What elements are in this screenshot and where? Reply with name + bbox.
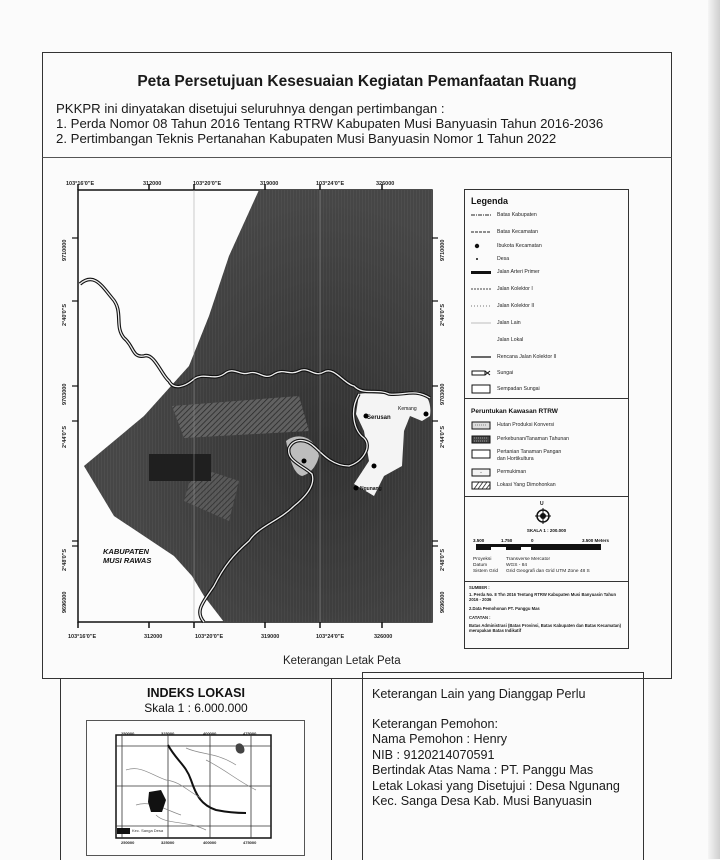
sumber-item: 1. Perda No. 8 Thn 2016 Tentang RTRW Kabupaten Musi Banyuasin Tahun 2016 - 2036 xyxy=(469,592,617,603)
index-top-tick: 400000 xyxy=(203,731,217,736)
region-label-line1: KABUPATEN xyxy=(103,547,149,556)
catatan-title: CATATAN : xyxy=(469,614,491,620)
scale-tick: 0 xyxy=(531,538,534,543)
legend-label: Batas Kecamatan xyxy=(497,229,538,235)
empty-box-icon xyxy=(471,385,491,393)
applicant-name: Nama Pemohon : Henry xyxy=(372,732,508,746)
approved-location-line2: Kec. Sanga Desa Kab. Musi Banyuasin xyxy=(372,794,592,808)
solid-line-icon xyxy=(471,353,491,361)
bottom-tick-label: 103°24'0"E xyxy=(316,634,345,640)
river-icon xyxy=(471,369,491,377)
zoning-item xyxy=(471,421,554,429)
sumber-title: SUMBER : xyxy=(469,585,490,590)
source-notes xyxy=(469,585,624,633)
scale-tick: 3.500 Meters xyxy=(582,538,610,543)
projection-value: Grid Geografi dan Grid UTM Zone 48 S xyxy=(506,569,590,574)
index-scale: Skala 1 : 6.000.000 xyxy=(144,701,248,715)
projection-key: Proyeksi xyxy=(473,557,492,562)
dash-line-icon xyxy=(471,228,491,236)
legend-divider xyxy=(465,398,628,399)
thick-line-icon xyxy=(471,268,491,276)
consideration-1: 1. Perda Nomor 08 Tahun 2016 Tentang RTRW Kabupaten Musi Banyuasin Tahun 2016-2036 xyxy=(56,116,604,131)
legend-label: Jalan Kolektor II xyxy=(497,303,535,309)
legend-item xyxy=(471,302,534,310)
header-box xyxy=(42,52,672,158)
index-bottom-tick: 400000 xyxy=(203,840,217,845)
right-tick-label: 9696000 xyxy=(440,591,446,613)
legend-label: Ibukota Kecamatan xyxy=(497,243,542,249)
legend-item xyxy=(471,242,542,250)
zoning-item xyxy=(471,435,569,443)
legend-label: Jalan Kolektor I xyxy=(497,286,533,292)
legend-label: dan Hortikultura xyxy=(497,455,534,462)
village-dot xyxy=(424,412,429,417)
right-tick-label: 2°44'0"S xyxy=(440,425,446,448)
local-road-icon xyxy=(471,336,491,344)
top-tick-label: 103°16'0"E xyxy=(66,181,95,187)
projection-key: Sistem Grid xyxy=(473,569,499,574)
right-tick-label: 9703000 xyxy=(440,383,446,405)
right-tick-label: 2°48'0"S xyxy=(440,548,446,571)
projection-info xyxy=(473,557,590,575)
legend-item xyxy=(471,228,538,236)
zoning-title: Peruntukan Kawasan RTRW xyxy=(471,408,558,415)
hatched-box-icon xyxy=(471,481,491,489)
top-tick-label: 312000 xyxy=(143,181,162,187)
place-label-kemang: Kemang xyxy=(398,406,417,412)
document-title: Peta Persetujuan Kesesuaian Kegiatan Pemanfaatan Ruang xyxy=(137,73,577,90)
legend-label: Lokasi Yang Dimohonkan xyxy=(497,482,556,488)
legend-divider xyxy=(465,581,628,582)
bottom-tick-label: 103°20'0"E xyxy=(195,634,224,640)
scale-bar xyxy=(476,544,601,551)
index-bottom-tick: 325000 xyxy=(161,840,175,845)
projection-value: WGS - 84 xyxy=(506,563,528,568)
projection-key: Datum xyxy=(473,563,488,568)
intro-block xyxy=(56,101,603,146)
north-letter: U xyxy=(540,501,544,507)
left-tick-label: 2°40'0"S xyxy=(62,303,68,326)
notes-text xyxy=(372,687,620,810)
scale-tick: 3.500 xyxy=(473,538,485,543)
large-dot-icon xyxy=(471,242,491,250)
consideration-2: 2. Pertimbangan Teknis Pertanahan Kabupaten Musi Banyuasin Nomor 1 Tahun 2022 xyxy=(56,131,557,146)
place-label-serusan: Serusan xyxy=(367,415,391,421)
index-location-panel xyxy=(60,678,332,860)
region-label-line2: MUSI RAWAS xyxy=(103,556,152,565)
zoning-item xyxy=(471,481,556,489)
legend-title: Legenda xyxy=(471,196,509,206)
projection-row xyxy=(473,569,590,575)
zoning-item xyxy=(471,449,561,462)
applicant-nib: NIB : 9120214070591 xyxy=(372,747,495,762)
legend-item xyxy=(471,285,533,293)
approved-location: Letak Lokasi yang Disetujui : Desa Ngunang xyxy=(372,778,620,793)
left-tick-label: 9710000 xyxy=(62,239,68,261)
legend-item xyxy=(471,268,540,276)
catatan-text: Batas Administrasi (Batas Provinsi, Batas Kabupaten dan Batas Kecamatan) merupakan Batas Indikatif xyxy=(469,623,622,634)
legend-label: Sungai xyxy=(497,370,514,376)
legend-item xyxy=(471,255,509,263)
map-caption: Keterangan Letak Peta xyxy=(283,655,401,667)
index-top-tick: 250000 xyxy=(121,731,135,736)
index-title: INDEKS LOKASI xyxy=(147,686,245,700)
legend-item xyxy=(471,336,523,344)
legend-label: Jalan Arteri Primer xyxy=(497,269,540,275)
dotted-box-icon xyxy=(471,468,491,476)
legend-label: Jalan Lain xyxy=(497,320,521,326)
notes-panel xyxy=(362,672,644,860)
village-dot xyxy=(372,464,377,469)
page-edge-shadow xyxy=(708,0,720,859)
top-tick-label: 103°20'0"E xyxy=(193,181,222,187)
legend-label: Perkebunan/Tanaman Tahunan xyxy=(497,436,570,442)
legend-panel xyxy=(464,189,629,649)
legend-label: Hutan Produksi Konversi xyxy=(497,422,555,428)
index-top-tick: 325000 xyxy=(161,731,175,736)
legend-item xyxy=(471,385,540,393)
legend-label: Rencana Jalan Kolektor II xyxy=(497,354,557,360)
thin-line-icon xyxy=(471,319,491,327)
legend-label: Pertanian Tanaman Pangan xyxy=(497,449,562,455)
index-bottom-tick: 250000 xyxy=(121,840,135,845)
legend-label: Jalan Lokal xyxy=(497,337,524,343)
index-bottom-tick: 475000 xyxy=(243,840,257,845)
legend-label: Desa xyxy=(497,256,510,262)
north-arrow-icon xyxy=(535,508,551,524)
legend-divider xyxy=(465,496,628,497)
bottom-tick-label: 103°16'0"E xyxy=(68,634,97,640)
scale-text: SKALA 1 : 200.000 xyxy=(526,528,567,533)
dark-pattern-icon xyxy=(471,435,491,443)
index-location-label: Kec. Sanga Desa xyxy=(132,828,164,833)
empty-box-icon xyxy=(471,449,491,459)
left-tick-label: 9696000 xyxy=(62,591,68,613)
scale-tick: 1.750 xyxy=(501,538,513,543)
right-tick-label: 2°40'0"S xyxy=(440,303,446,326)
legend-item xyxy=(471,369,513,377)
top-tick-label: 326000 xyxy=(376,181,395,187)
requested-location-block xyxy=(149,454,211,481)
legend-item xyxy=(471,353,556,361)
index-map xyxy=(86,720,305,856)
legend-item xyxy=(471,319,521,327)
legend-label-multiline xyxy=(497,449,561,462)
top-tick-label: 103°24'0"E xyxy=(316,181,345,187)
region-label xyxy=(103,547,151,565)
small-dot-icon xyxy=(471,255,491,263)
left-tick-label: 9703000 xyxy=(62,383,68,405)
index-top-tick: 475000 xyxy=(243,731,257,736)
dashed-line-icon xyxy=(471,285,491,293)
notes-heading: Keterangan Lain yang Dianggap Perlu xyxy=(372,687,586,701)
zoning-item xyxy=(471,468,526,476)
legend-item xyxy=(471,211,537,219)
legend-label: Permukiman xyxy=(497,469,527,475)
village-dot xyxy=(354,486,359,491)
top-tick-label: 319000 xyxy=(260,181,279,187)
intro-text: PKKPR ini dinyatakan disetujui seluruhnya dengan pertimbangan : xyxy=(56,101,445,116)
right-tick-label: 9710000 xyxy=(440,239,446,261)
sumber-item: 2.Data Pemohonan PT. Panggu Mas xyxy=(469,605,540,611)
applicant-heading: Keterangan Pemohon: xyxy=(372,716,499,731)
legend-label: Sempadan Sungai xyxy=(497,386,540,392)
left-tick-label: 2°44'0"S xyxy=(62,425,68,448)
light-pattern-icon xyxy=(471,421,491,429)
village-dot xyxy=(302,459,307,464)
applicant-on-behalf: Bertindak Atas Nama : PT. Panggu Mas xyxy=(372,763,594,777)
bottom-tick-label: 326000 xyxy=(374,634,393,640)
legend-label: Batas Kabupaten xyxy=(497,212,537,218)
projection-value: Transverse Mercator xyxy=(506,557,551,562)
dash-dot-line-icon xyxy=(471,211,491,219)
dotted-line-icon xyxy=(471,302,491,310)
bottom-tick-label: 319000 xyxy=(261,634,280,640)
bottom-tick-label: 312000 xyxy=(144,634,163,640)
place-label-ngunang: Ngunang xyxy=(360,486,382,492)
left-tick-label: 2°48'0"S xyxy=(62,548,68,571)
